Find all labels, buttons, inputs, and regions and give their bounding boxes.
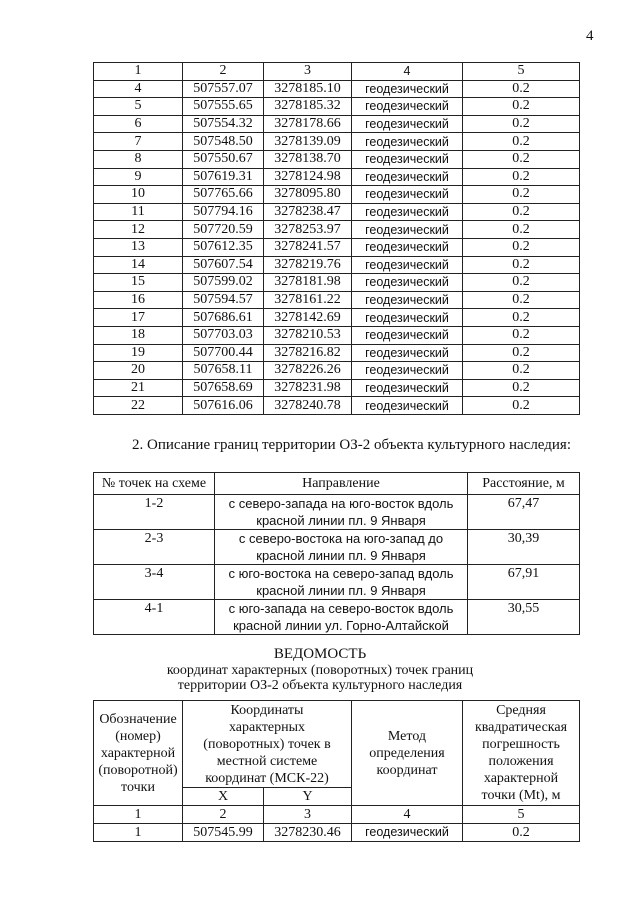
table-cell: 7 bbox=[94, 133, 183, 151]
table-cell: 3278139.09 bbox=[264, 133, 352, 151]
table-cell: 0.2 bbox=[463, 291, 580, 309]
table-header-row bbox=[94, 63, 580, 81]
direction-cell: с юго-востока на северо-запад вдоль красной линии пл. 9 Января bbox=[215, 565, 468, 600]
method-header: Метод определения координат bbox=[352, 701, 463, 806]
table-cell: 20 bbox=[94, 362, 183, 380]
vedomost-table bbox=[93, 700, 580, 842]
table-cell: 1 bbox=[94, 824, 183, 842]
table-cell: 8 bbox=[94, 150, 183, 168]
table-cell: геодезический bbox=[352, 115, 463, 133]
table-cell: 19 bbox=[94, 344, 183, 362]
table-cell: 22 bbox=[94, 397, 183, 415]
table-cell: геодезический bbox=[352, 291, 463, 309]
points-cell: 3-4 bbox=[94, 565, 215, 600]
table-cell: 3278178.66 bbox=[264, 115, 352, 133]
table-cell: 13 bbox=[94, 238, 183, 256]
table-cell: 14 bbox=[94, 256, 183, 274]
accuracy-header: Средняя квадратическая погрешность положения характерной точки (Mt), м bbox=[463, 701, 580, 806]
table-cell: 507612.35 bbox=[183, 238, 264, 256]
table-row bbox=[94, 238, 580, 256]
table-cell: 507720.59 bbox=[183, 221, 264, 239]
table-cell: 3278185.10 bbox=[264, 80, 352, 98]
direction-cell: с юго-запада на северо-восток вдоль красной линии ул. Горно-Алтайской bbox=[215, 600, 468, 635]
table-cell: геодезический bbox=[352, 150, 463, 168]
table-cell: геодезический bbox=[352, 309, 463, 327]
table-cell: геодезический bbox=[352, 274, 463, 292]
table-cell: 3278238.47 bbox=[264, 203, 352, 221]
table-cell: 507619.31 bbox=[183, 168, 264, 186]
table-cell: геодезический bbox=[352, 168, 463, 186]
points-cell: 2-3 bbox=[94, 530, 215, 565]
table-cell: 507700.44 bbox=[183, 344, 264, 362]
table-cell: 5 bbox=[94, 98, 183, 116]
table-cell: 3 bbox=[264, 806, 352, 824]
table-cell: 507658.69 bbox=[183, 379, 264, 397]
table-cell: 3278142.69 bbox=[264, 309, 352, 327]
table-cell: геодезический bbox=[352, 397, 463, 415]
table-row bbox=[94, 362, 580, 380]
table-cell: 3278095.80 bbox=[264, 186, 352, 204]
coordinates-table bbox=[93, 62, 580, 415]
table-cell: 507658.11 bbox=[183, 362, 264, 380]
distance-cell: 30,39 bbox=[468, 530, 580, 565]
table-cell: 3278253.97 bbox=[264, 221, 352, 239]
table-cell: 0.2 bbox=[463, 397, 580, 415]
table-row bbox=[94, 168, 580, 186]
distance-cell: 30,55 bbox=[468, 600, 580, 635]
table-cell: 18 bbox=[94, 326, 183, 344]
table-row bbox=[94, 397, 580, 415]
table-row bbox=[94, 150, 580, 168]
table-cell: геодезический bbox=[352, 362, 463, 380]
section-2-title: 2. Описание границ территории ОЗ-2 объекта культурного наследия: bbox=[132, 437, 571, 453]
table-cell: 507616.06 bbox=[183, 397, 264, 415]
distance-cell: 67,91 bbox=[468, 565, 580, 600]
table-row bbox=[94, 256, 580, 274]
table-cell: 2 bbox=[183, 806, 264, 824]
points-header: № точек на схеме bbox=[94, 473, 215, 495]
table-cell: 507607.54 bbox=[183, 256, 264, 274]
table-cell: 0.2 bbox=[463, 274, 580, 292]
table-cell: 3278241.57 bbox=[264, 238, 352, 256]
table-cell: геодезический bbox=[352, 80, 463, 98]
table-row bbox=[94, 133, 580, 151]
table-cell: 12 bbox=[94, 221, 183, 239]
table-cell: 17 bbox=[94, 309, 183, 327]
distance-header: Расстояние, м bbox=[468, 473, 580, 495]
table-cell: 507550.67 bbox=[183, 150, 264, 168]
table-cell: 507599.02 bbox=[183, 274, 264, 292]
table-row bbox=[94, 291, 580, 309]
table-row bbox=[94, 115, 580, 133]
table-cell: 507686.61 bbox=[183, 309, 264, 327]
table-row bbox=[94, 186, 580, 204]
y-header: Y bbox=[264, 788, 352, 806]
table-cell: геодезический bbox=[352, 238, 463, 256]
table-row bbox=[94, 221, 580, 239]
table-cell: 0.2 bbox=[463, 203, 580, 221]
vedomost-title: ВЕДОМОСТЬ bbox=[273, 646, 367, 662]
points-cell: 1-2 bbox=[94, 495, 215, 530]
table-cell: геодезический bbox=[352, 203, 463, 221]
table-cell: 21 bbox=[94, 379, 183, 397]
table-cell: 3278210.53 bbox=[264, 326, 352, 344]
table-cell: 5 bbox=[463, 806, 580, 824]
direction-cell: с северо-запада на юго-восток вдоль красной линии пл. 9 Января bbox=[215, 495, 468, 530]
table-cell: 3278124.98 bbox=[264, 168, 352, 186]
table-cell: 507794.16 bbox=[183, 203, 264, 221]
header-cell: 4 bbox=[352, 63, 463, 81]
coordinates-header: Координаты характерных (поворотных) точек в местной системе координат (МСК-22) bbox=[183, 701, 352, 788]
table-cell: 3278219.76 bbox=[264, 256, 352, 274]
table-cell: 507557.07 bbox=[183, 80, 264, 98]
points-cell: 4-1 bbox=[94, 600, 215, 635]
table-row bbox=[94, 98, 580, 116]
direction-header: Направление bbox=[215, 473, 468, 495]
header-cell: 2 bbox=[183, 63, 264, 81]
table-row bbox=[94, 274, 580, 292]
table-cell: 3278185.32 bbox=[264, 98, 352, 116]
table-cell: 6 bbox=[94, 115, 183, 133]
table-cell: 0.2 bbox=[463, 238, 580, 256]
table-cell: 0.2 bbox=[463, 115, 580, 133]
table-cell: 0.2 bbox=[463, 362, 580, 380]
table-row bbox=[94, 600, 580, 635]
table-cell: 10 bbox=[94, 186, 183, 204]
table-cell: 0.2 bbox=[463, 309, 580, 327]
table-cell: 3278161.22 bbox=[264, 291, 352, 309]
table-cell: 0.2 bbox=[463, 221, 580, 239]
header-cell: 3 bbox=[264, 63, 352, 81]
table-cell: 0.2 bbox=[463, 379, 580, 397]
table-row bbox=[94, 80, 580, 98]
x-header: X bbox=[183, 788, 264, 806]
table-row bbox=[94, 344, 580, 362]
table-cell: 15 bbox=[94, 274, 183, 292]
table-cell: геодезический bbox=[352, 98, 463, 116]
table-cell: геодезический bbox=[352, 186, 463, 204]
table-cell: 16 bbox=[94, 291, 183, 309]
table-cell: геодезический bbox=[352, 133, 463, 151]
vedomost-subtitle-2: территории ОЗ-2 объекта культурного наследия bbox=[177, 678, 463, 693]
table-cell: 0.2 bbox=[463, 344, 580, 362]
table-row bbox=[94, 379, 580, 397]
table-cell: 0.2 bbox=[463, 80, 580, 98]
boundary-description-table bbox=[93, 472, 580, 635]
table-cell: 0.2 bbox=[463, 98, 580, 116]
page-number: 4 bbox=[586, 28, 594, 44]
table-cell: 0.2 bbox=[463, 186, 580, 204]
point-designation-header: Обозначение (номер) характерной (поворотной) точки bbox=[94, 701, 183, 806]
table-cell: 3278181.98 bbox=[264, 274, 352, 292]
table-cell: геодезический bbox=[352, 256, 463, 274]
table-row bbox=[94, 824, 580, 842]
header-cell: 1 bbox=[94, 63, 183, 81]
table-cell: 3278230.46 bbox=[264, 824, 352, 842]
table-row bbox=[94, 495, 580, 530]
table-cell: 507554.32 bbox=[183, 115, 264, 133]
header-cell: 5 bbox=[463, 63, 580, 81]
table-row bbox=[94, 530, 580, 565]
table-cell: 507765.66 bbox=[183, 186, 264, 204]
table-cell: 3278231.98 bbox=[264, 379, 352, 397]
table-cell: 3278216.82 bbox=[264, 344, 352, 362]
column-number-row bbox=[94, 806, 580, 824]
table-cell: 0.2 bbox=[463, 133, 580, 151]
table-cell: 3278226.26 bbox=[264, 362, 352, 380]
table-cell: геодезический bbox=[352, 379, 463, 397]
table-cell: 0.2 bbox=[463, 168, 580, 186]
table-row bbox=[94, 565, 580, 600]
table-cell: 507545.99 bbox=[183, 824, 264, 842]
table-cell: 11 bbox=[94, 203, 183, 221]
table-cell: 0.2 bbox=[463, 824, 580, 842]
vedomost-subtitle-1: координат характерных (поворотных) точек границ bbox=[166, 663, 474, 678]
table-cell: 0.2 bbox=[463, 150, 580, 168]
table-header-row bbox=[94, 473, 580, 495]
table-cell: геодезический bbox=[352, 824, 463, 842]
table-cell: геодезический bbox=[352, 344, 463, 362]
table-cell: 9 bbox=[94, 168, 183, 186]
table-cell: 507703.03 bbox=[183, 326, 264, 344]
table-row bbox=[94, 309, 580, 327]
table-cell: 0.2 bbox=[463, 256, 580, 274]
table-cell: 507548.50 bbox=[183, 133, 264, 151]
table-cell: 507555.65 bbox=[183, 98, 264, 116]
table-cell: геодезический bbox=[352, 221, 463, 239]
table-cell: 3278138.70 bbox=[264, 150, 352, 168]
table-cell: 3278240.78 bbox=[264, 397, 352, 415]
table-row bbox=[94, 326, 580, 344]
direction-cell: с северо-востока на юго-запад до красной линии пл. 9 Января bbox=[215, 530, 468, 565]
table-cell: 4 bbox=[94, 80, 183, 98]
table-row bbox=[94, 203, 580, 221]
table-cell: 1 bbox=[94, 806, 183, 824]
table-cell: 4 bbox=[352, 806, 463, 824]
table-cell: 507594.57 bbox=[183, 291, 264, 309]
table-cell: 0.2 bbox=[463, 326, 580, 344]
table-cell: геодезический bbox=[352, 326, 463, 344]
distance-cell: 67,47 bbox=[468, 495, 580, 530]
